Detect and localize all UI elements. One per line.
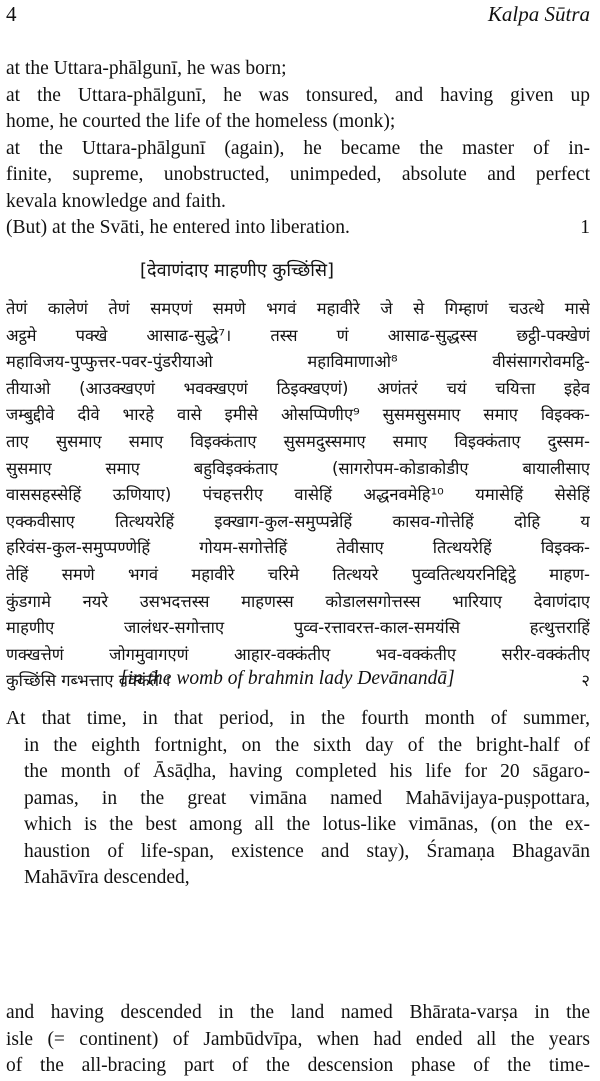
text-line: haustion of life-span, existence and stay), Śramaṇa Bhagavān	[24, 840, 590, 862]
text-line: (But) at the Svāti, he entered into liberation.	[6, 217, 350, 238]
running-title: Kalpa Sūtra	[487, 2, 590, 26]
prakrit-line: तेणं कालेणं तेणं समएणं समणे भगवं महावीरे जे से गिम्हाणं चउत्थे मासे	[6, 299, 590, 318]
prakrit-line: तीयाओ (आउक्खएणं भवक्खएणं ठिइक्खएणं) अणंतरं चयं चयित्ता इहेव	[6, 378, 590, 398]
prakrit-line: एक्कवीसाए तित्थयरेहिं इक्खाग-कुल-समुप्पन्नेहिं कासव-गोत्तेहिं दोहि य	[6, 511, 590, 531]
page-number: 4	[6, 2, 17, 26]
text-line: at the Uttara-phālgunī (again), he became the master of in-	[6, 137, 590, 159]
text-line: the month of Āsāḍha, having completed his life for 20 sāgaro-	[24, 761, 590, 782]
text-line: at the Uttara-phālgunī, he was tonsured, and having given up	[6, 84, 590, 106]
prakrit-line: माहणीए जालंधर-सगोत्ताए पुव्व-रत्तावरत्त-काल-समयंसि हत्थुत्तराहिं	[6, 618, 590, 638]
text-line: finite, supreme, unobstructed, unimpeded, absolute and perfect	[6, 164, 590, 185]
prakrit-line: तेहिं समणे भगवं महावीरे चरिमे तित्थयरे पुव्वतित्थयरनिद्दिट्ठे माहण-	[6, 564, 590, 584]
text-line: isle (= continent) of Jambūdvīpa, when had ended all the years	[6, 1028, 590, 1050]
prakrit-line: महाविजय-पुप्फुत्तर-पवर-पुंडरीयाओ महाविमाणाओ⁸ वीसंसागरोवमट्ठि-	[6, 352, 590, 372]
text-line: which is the best among all the lotus-like vimānas, (on the ex-	[24, 814, 590, 835]
intro-lines	[6, 56, 590, 242]
prakrit-text-block	[6, 296, 590, 695]
text-line-with-number	[6, 215, 590, 242]
prakrit-line: सुसमाए समाए बहुविइक्कंताए (सागरोपम-कोडाकोडीए बायालीसाए	[6, 458, 590, 478]
text-line: kevala knowledge and faith.	[6, 190, 226, 212]
prakrit-line: अट्ठमे पक्खे आसाढ-सुद्धे⁷। तस्स णं आसाढ-सुद्धस्स छट्ठी-पक्खेणं	[6, 325, 590, 345]
prakrit-line: कुच्छिंसि गब्भत्ताए वक्कंते ।	[6, 671, 171, 691]
text-line: and having descended in the land named Bhārata-varṣa in the	[6, 1002, 590, 1023]
prakrit-line: णक्खत्तेणं जोगमुवागएणं आहार-वक्कंतीए भव-वक्कंतीए सरीर-वक्कंतीए	[6, 644, 590, 664]
prakrit-line: जम्बुद्दीवे दीवे भारहे वासे इमीसे ओसप्पिणीए⁹ सुसमसुसमाए समाए विइक्क-	[6, 405, 590, 425]
page-header	[6, 2, 590, 32]
text-line: in the eighth fortnight, on the sixth day of the bright-half of	[24, 734, 590, 756]
prakrit-line: वाससहस्सेहिं ऊणियाए) पंचहत्तरीए वासेहिं अद्धनवमेहि¹⁰ यमासेहिं सेसेहिं	[6, 485, 590, 505]
prakrit-line: हरिवंस-कुल-समुप्पण्णेहिं गोयम-सगोत्तेहिं तेवीसाए तित्थयरेहिं विइक्क-	[6, 538, 590, 558]
text-line: Mahāvīra descended,	[24, 867, 190, 888]
verse-number: २	[581, 671, 590, 691]
section-heading-devanagari: [देवाणंदाए माहणीए कुच्छिंसि]	[140, 260, 335, 281]
text-line: home, he courted the life of the homeless (monk);	[6, 111, 396, 132]
text-line: at the Uttara-phālgunī, he was born;	[6, 58, 287, 79]
verse-number: 1	[580, 217, 590, 238]
translation-paragraph-2	[6, 1000, 590, 1080]
translation-paragraph-1	[6, 706, 590, 892]
prakrit-line: कुंडगामे नयरे उसभदत्तस्स माहणस्स कोडालसगोत्तस्स भारियाए देवाणंदाए	[6, 591, 590, 611]
text-line: At that time, in that period, in the fourth month of summer,	[6, 708, 590, 729]
text-line: of the all-bracing part of the descension phase of the time-	[6, 1055, 590, 1076]
text-line: pamas, in the great vimāna named Mahāvijaya-puṣpottara,	[24, 787, 590, 809]
prakrit-line: ताए सुसमाए समाए विइक्कंताए सुसमदुस्समाए समाए विइक्कंताए दुस्सम-	[6, 431, 590, 451]
section-heading-english: [in the womb of brahmin lady Devānandā]	[120, 668, 455, 689]
